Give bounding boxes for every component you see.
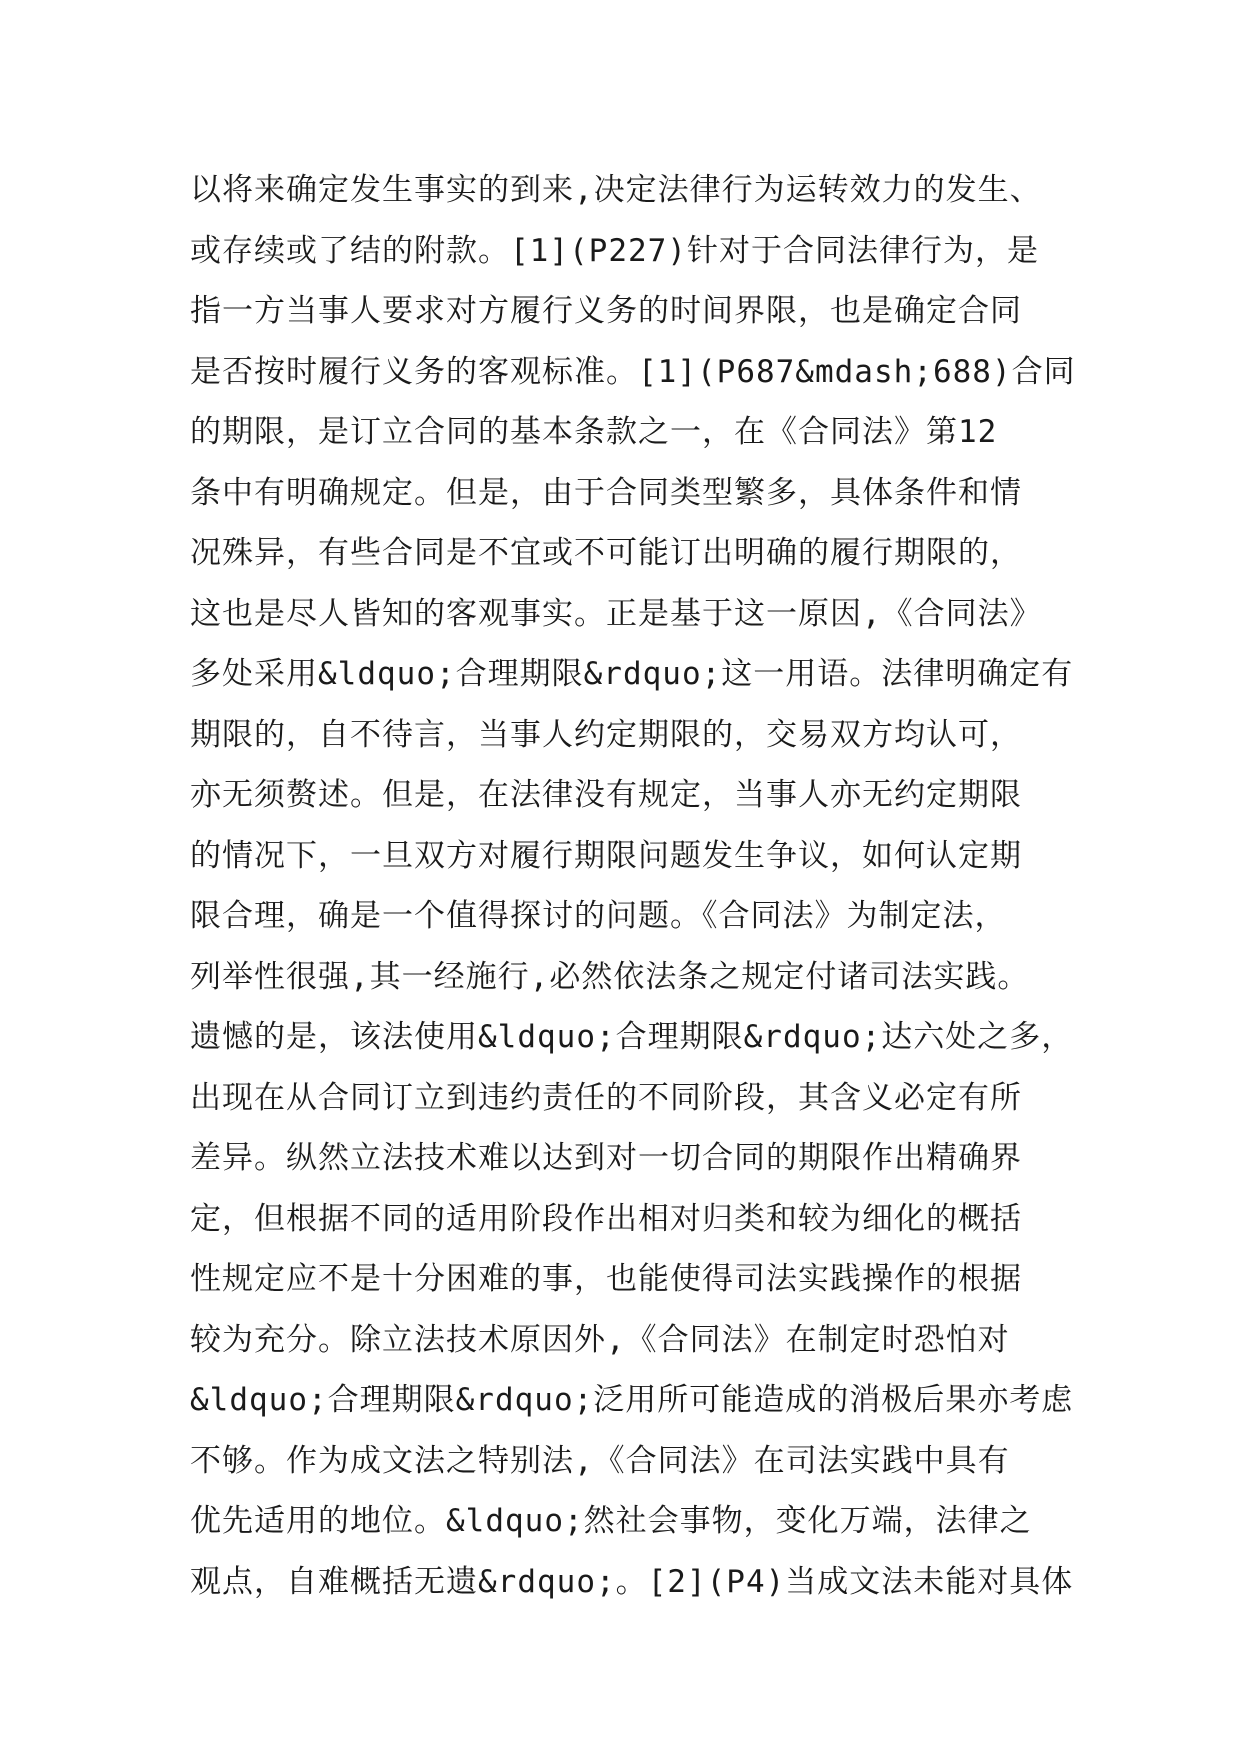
text-line: 列举性很强,其一经施行,必然依法条之规定付诸司法实践。 (190, 958, 1030, 995)
text-line: 限合理，确是一个值得探讨的问题。《合同法》为制定法， (190, 898, 1007, 934)
text-line: 遗憾的是，该法使用&ldquo;合理期限&rdquo;达六处之多， (190, 1019, 1074, 1055)
text-line: 不够。作为成文法之特别法,《合同法》在司法实践中具有 (190, 1442, 1010, 1479)
text-line: 性规定应不是十分困难的事，也能使得司法实践操作的根据 (190, 1261, 1022, 1297)
text-line: 的情况下，一旦双方对履行期限问题发生争议，如何认定期 (190, 837, 1022, 874)
text-line: 多处采用&ldquo;合理期限&rdquo;这一用语。法律明确定有 (190, 656, 1074, 692)
body-text (190, 160, 1090, 1612)
text-line: 差异。纵然立法技术难以达到对一切合同的期限作出精确界 (190, 1140, 1022, 1176)
text-line: 定，但根据不同的适用阶段作出相对归类和较为细化的概括 (190, 1200, 1022, 1237)
text-line: 况殊异，有些合同是不宜或不可能订出明确的履行期限的， (190, 535, 1022, 571)
text-line: 是否按时履行义务的客观标准。[1](P687&mdash;688)合同 (190, 353, 1076, 390)
text-line: 期限的，自不待言，当事人约定期限的，交易双方均认可， (190, 716, 1022, 753)
text-line: 的期限，是订立合同的基本条款之一，在《合同法》第12 (190, 414, 998, 450)
text-line: 以将来确定发生事实的到来,决定法律行为运转效力的发生、 (190, 172, 1042, 208)
text-line: 优先适用的地位。&ldquo;然社会事物，变化万端，法律之 (190, 1503, 1032, 1539)
text-line: 出现在从合同订立到违约责任的不同阶段，其含义必定有所 (190, 1079, 1022, 1116)
text-line: 这也是尽人皆知的客观事实。正是基于这一原因,《合同法》 (190, 595, 1042, 632)
text-line: 较为充分。除立法技术原因外,《合同法》在制定时恐怕对 (190, 1321, 1010, 1358)
text-line: 或存续或了结的附款。[1](P227)针对于合同法律行为，是 (190, 232, 1039, 269)
text-line: 条中有明确规定。但是，由于合同类型繁多，具体条件和情 (190, 474, 1022, 511)
text-line: 亦无须赘述。但是，在法律没有规定，当事人亦无约定期限 (190, 777, 1022, 813)
text-line: 指一方当事人要求对方履行义务的时间界限，也是确定合同 (190, 293, 1022, 329)
text-line: &ldquo;合理期限&rdquo;泛用所可能造成的消极后果亦考虑 (190, 1382, 1074, 1418)
text-line: 观点，自难概括无遗&rdquo;。[2](P4)当成文法未能对具体 (190, 1563, 1074, 1600)
